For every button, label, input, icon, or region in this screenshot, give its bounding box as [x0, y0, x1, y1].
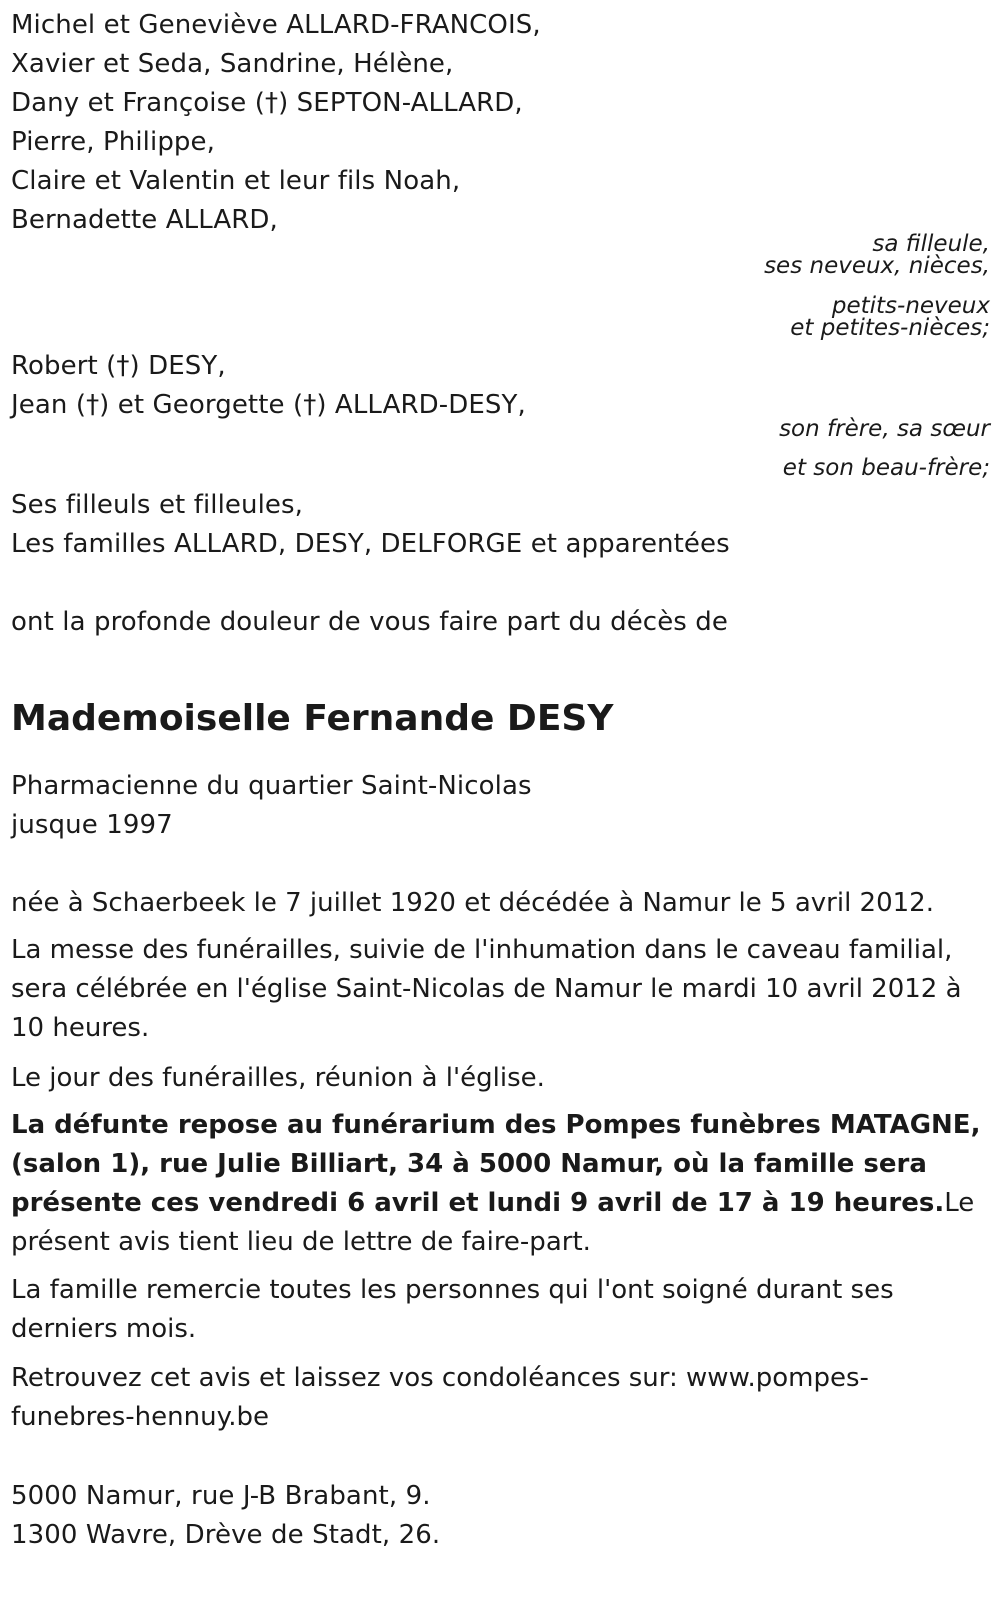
notice-statement: Le présent avis tient lieu de lettre de faire-part.	[11, 1188, 975, 1257]
relation-label: et son beau-frère;	[782, 455, 990, 481]
family-line: Les familles ALLARD, DESY, DELFORGE et apparentées	[11, 529, 730, 559]
relation-label: sa filleule,	[872, 231, 990, 257]
address-line: 1300 Wavre, Drève de Stadt, 26.	[11, 1520, 441, 1550]
family-line: Pierre, Philippe,	[11, 127, 215, 157]
relation-label: petits-neveux	[831, 293, 990, 319]
thanks-paragraph: La famille remercie toutes les personnes qui l'ont soigné durant ses derniers mois.	[11, 1275, 894, 1344]
relation-label: et petites-nièces;	[790, 315, 990, 341]
family-line: Jean (†) et Georgette (†) ALLARD-DESY,	[11, 390, 526, 420]
deceased-name: Mademoiselle Fernande DESY	[11, 698, 614, 739]
profession-line: Pharmacienne du quartier Saint-Nicolas	[11, 771, 532, 801]
announcement-text: ont la profonde douleur de vous faire part du décès de	[11, 607, 729, 637]
relation-label: ses neveux, nièces,	[764, 253, 990, 279]
family-line: Robert (†) DESY,	[11, 351, 226, 381]
family-line: Dany et Françoise (†) SEPTON-ALLARD,	[11, 88, 523, 118]
profession-line: jusque 1997	[11, 810, 173, 840]
birth-death-paragraph: née à Schaerbeek le 7 juillet 1920 et décédée à Namur le 5 avril 2012.	[11, 888, 934, 918]
family-line: Bernadette ALLARD,	[11, 205, 278, 235]
funeral-home-paragraph	[11, 1106, 986, 1262]
family-line: Michel et Geneviève ALLARD-FRANCOIS,	[11, 10, 541, 40]
family-line: Xavier et Seda, Sandrine, Hélène,	[11, 49, 454, 79]
mass-paragraph: La messe des funérailles, suivie de l'inhumation dans le caveau familial, sera célébrée en l'église Saint-Nicolas de Namur le mardi 10 avril 2012 à 10 heures.	[11, 935, 962, 1043]
online-condolences-paragraph: Retrouvez cet avis et laissez vos condoléances sur: www.pompes-funebres-hennuy.be	[11, 1363, 869, 1432]
family-line: Claire et Valentin et leur fils Noah,	[11, 166, 461, 196]
address-line: 5000 Namur, rue J-B Brabant, 9.	[11, 1481, 431, 1511]
relation-label: son frère, sa sœur	[779, 416, 990, 442]
family-line: Ses filleuls et filleules,	[11, 490, 304, 520]
funeral-home-details: La défunte repose au funérarium des Pompes funèbres MATAGNE, (salon 1), rue Julie Billiart, 34 à 5000 Namur, où la famille sera présente ces vendredi 6 avril et lundi 9 avril de 17 à 19 heures.	[11, 1110, 981, 1218]
meeting-paragraph: Le jour des funérailles, réunion à l'église.	[11, 1063, 545, 1093]
